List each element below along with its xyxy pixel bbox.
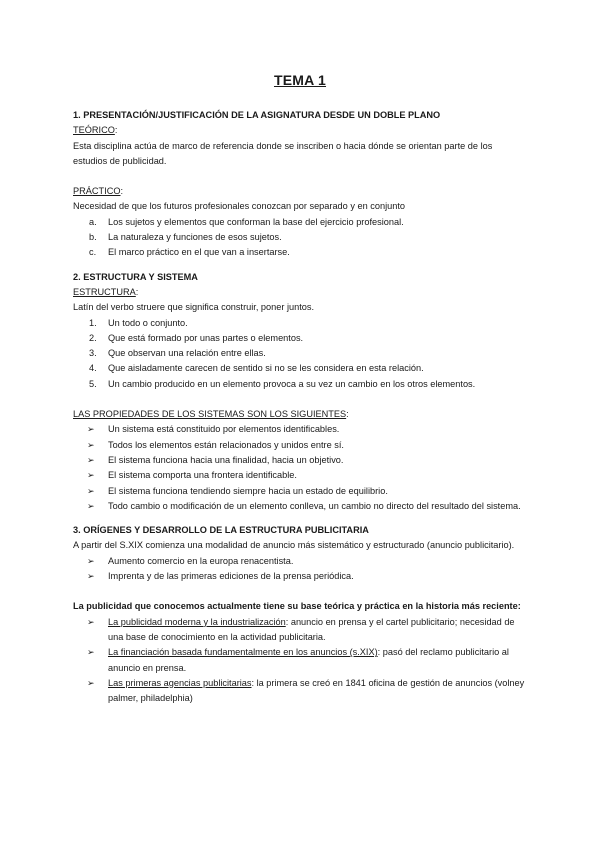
arrow-bullet-icon: ➢ xyxy=(87,470,95,481)
arrow-bullet-icon: ➢ xyxy=(87,485,95,496)
arrow-bullet-icon: ➢ xyxy=(87,571,95,582)
list-item-text: La naturaleza y funciones de esos sujetos. xyxy=(108,232,282,243)
estructura-label: ESTRUCTURA xyxy=(73,286,136,297)
list-item-text: Imprenta y de las primeras ediciones de la prensa periódica. xyxy=(108,571,354,582)
list-marker: 3. xyxy=(89,348,97,359)
practico-text: Necesidad de que los futuros profesionales conozcan por separado y en conjunto xyxy=(73,201,405,212)
list-marker: b. xyxy=(89,232,97,243)
arrow-bullet-icon: ➢ xyxy=(87,439,95,450)
list-item xyxy=(73,316,528,331)
list-item-text: Aumento comercio en la europa renacentista. xyxy=(108,555,294,566)
list-item-text: Que aisladamente carecen de sentido si no se les considera en esta relación. xyxy=(108,363,424,374)
propiedades-list xyxy=(73,422,528,514)
page-title: TEMA 1 xyxy=(273,72,327,88)
list-item-label: La publicidad moderna y la industrialización xyxy=(108,616,286,627)
list-item-text: Todo cambio o modificación de un elemento conlleva, un cambio no directo del resultado del sistema. xyxy=(108,500,521,511)
list-item xyxy=(73,645,528,676)
list-item-text: : anuncio en prensa y el cartel publicitario; necesidad de una base de conocimiento en la actividad publicitaria. xyxy=(108,616,515,642)
list-item xyxy=(73,569,528,584)
list-marker: c. xyxy=(89,247,97,258)
list-item-text: Los sujetos y elementos que conforman la base del ejercicio profesional. xyxy=(108,216,404,227)
list-item xyxy=(73,438,528,453)
section-3-list xyxy=(73,554,528,585)
list-item xyxy=(73,422,528,437)
list-item xyxy=(73,215,528,230)
section-3-intro: A partir del S.XIX comienza una modalidad de anuncio más sistemático y estructurado (anuncio publicitario). xyxy=(73,540,515,551)
list-item-text: El marco práctico en el que van a insertarse. xyxy=(108,247,290,258)
list-item-text: El sistema funciona hacia una finalidad, hacia un objetivo. xyxy=(108,454,344,465)
list-item xyxy=(73,468,528,483)
list-marker: 1. xyxy=(89,317,97,328)
estructura-list xyxy=(73,316,528,392)
list-item xyxy=(73,331,528,346)
list-item-text: Que observan una relación entre ellas. xyxy=(108,348,266,359)
section-3-sublist xyxy=(73,615,528,707)
estructura-text: Latín del verbo struere que significa construir, poner juntos. xyxy=(73,302,315,313)
teorico-line: TEÓRICO: xyxy=(73,125,118,136)
estructura-line: ESTRUCTURA: xyxy=(73,286,139,297)
list-item-text: Que está formado por unas partes o elementos. xyxy=(108,332,304,343)
list-item-text: : la primera se creó en 1841 oficina de gestión de anuncios (volney palmer, philadelphia) xyxy=(108,677,525,704)
arrow-bullet-icon: ➢ xyxy=(87,500,95,511)
bold-paragraph: La publicidad que conocemos actualmente tiene su base teórica y práctica en la historia más reciente: xyxy=(73,601,521,612)
list-item xyxy=(73,245,528,260)
list-item xyxy=(73,499,528,514)
list-item-text: El sistema funciona tendiendo siempre hacia un estado de equilibrio. xyxy=(108,485,388,496)
practico-label: PRÁCTICO xyxy=(73,186,121,197)
list-item-text: Un cambio producido en un elemento provoca a su vez un cambio en los otros elementos. xyxy=(108,378,476,389)
list-item xyxy=(73,346,528,361)
arrow-bullet-icon: ➢ xyxy=(87,616,95,627)
list-item xyxy=(73,615,528,646)
teorico-text: Esta disciplina actúa de marco de referencia donde se inscriben o hacia dónde se orientan parte de los estudios de publicidad. xyxy=(73,140,493,166)
list-item-text: Un sistema está constituido por elementos identificables. xyxy=(108,424,340,435)
list-item-text: : pasó del reclamo publicitario al anuncio en prensa. xyxy=(108,647,509,673)
list-item-text: Todos los elementos están relacionados y unidos entre sí. xyxy=(108,439,344,450)
list-marker: 2. xyxy=(89,332,97,343)
list-item-label: Las primeras agencias publicitarias xyxy=(108,677,252,688)
list-marker: 4. xyxy=(89,363,97,374)
arrow-bullet-icon: ➢ xyxy=(87,677,95,688)
section-1-heading: 1. PRESENTACIÓN/JUSTIFICACIÓN DE LA ASIGNATURA DESDE UN DOBLE PLANO xyxy=(73,110,441,120)
list-item xyxy=(73,361,528,376)
propiedades-label: LAS PROPIEDADES DE LOS SISTEMAS SON LOS SIGUIENTES xyxy=(73,409,347,420)
arrow-bullet-icon: ➢ xyxy=(87,454,95,465)
list-item-text: Un todo o conjunto. xyxy=(108,317,188,328)
list-item-label: La financiación basada fundamentalmente en los anuncios (s.XIX) xyxy=(108,647,378,658)
list-item-text: El sistema comporta una frontera identificable. xyxy=(108,470,297,481)
list-marker: 5. xyxy=(89,378,97,389)
list-item xyxy=(73,230,528,245)
teorico-label: TEÓRICO xyxy=(73,125,115,136)
list-item xyxy=(73,554,528,569)
list-marker: a. xyxy=(89,216,97,227)
arrow-bullet-icon: ➢ xyxy=(87,647,95,658)
practico-line: PRÁCTICO: xyxy=(73,186,124,197)
arrow-bullet-icon: ➢ xyxy=(87,555,95,566)
list-item xyxy=(73,484,528,499)
list-item xyxy=(73,377,528,392)
section-3-heading: 3. ORÍGENES Y DESARROLLO DE LA ESTRUCTURA PUBLICITARIA xyxy=(73,525,369,536)
list-item xyxy=(73,676,528,707)
arrow-bullet-icon: ➢ xyxy=(87,424,95,435)
practico-list xyxy=(73,215,528,261)
list-item xyxy=(73,453,528,468)
section-2-heading: 2. ESTRUCTURA Y SISTEMA xyxy=(73,271,198,282)
propiedades-line: LAS PROPIEDADES DE LOS SISTEMAS SON LOS SIGUIENTES: xyxy=(73,409,349,420)
document-body xyxy=(73,108,528,706)
